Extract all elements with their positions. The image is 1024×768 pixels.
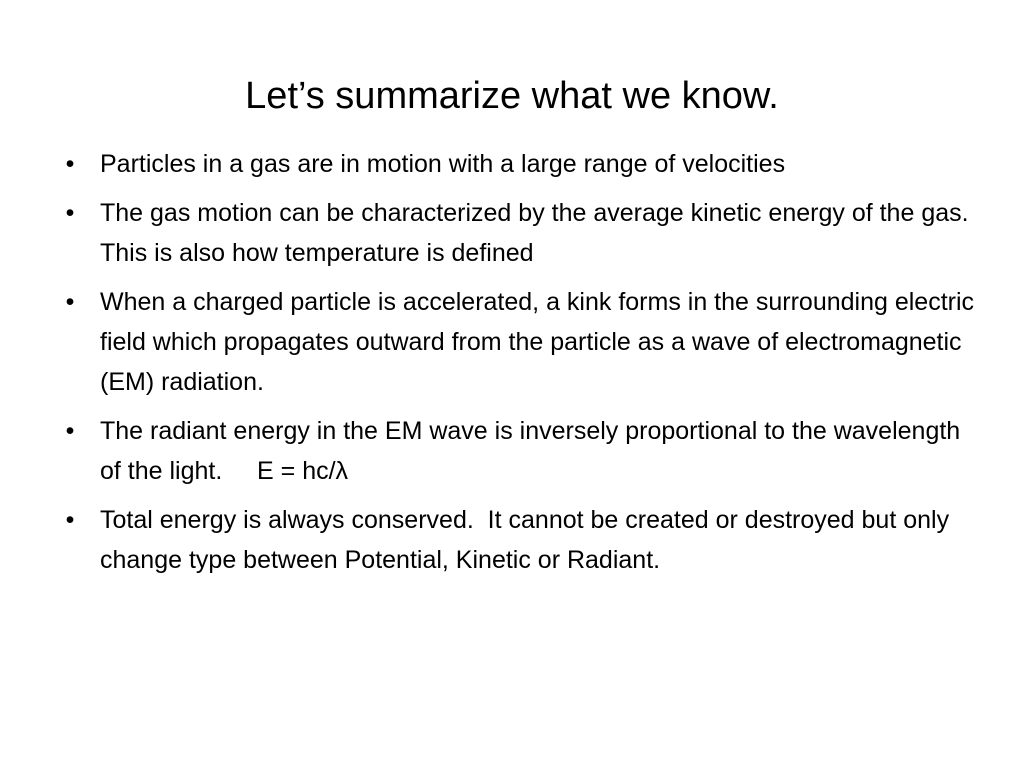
bullet-list [60,144,983,589]
bullet-icon: • [65,150,75,178]
bullet-text: Particles in a gas are in motion with a large range of velocities [100,150,786,178]
bullet-item [60,193,983,273]
bullet-icon: • [65,417,75,445]
bullet-text: The radiant energy in the EM wave is inversely proportional to the wavelength of the light. E = hc/λ [100,417,968,485]
bullet-text: Total energy is always conserved. It cannot be created or destroyed but only change type between Potential, Kinetic or Radiant. [100,506,957,574]
bullet-text: The gas motion can be characterized by the average kinetic energy of the gas. This is also how temperature is defined [100,199,983,267]
slide-title: Let’s summarize what we know. [245,75,779,117]
bullet-item [60,500,980,580]
bullet-item [60,282,980,402]
bullet-item [60,144,980,184]
bullet-item [60,411,980,491]
bullet-icon: • [65,288,75,316]
bullet-icon: • [65,506,75,534]
bullet-icon: • [65,199,75,227]
bullet-text: When a charged particle is accelerated, a kink forms in the surrounding electric field which propagates outward from the particle as a wave of electromagnetic (EM) radiation. [100,288,981,396]
